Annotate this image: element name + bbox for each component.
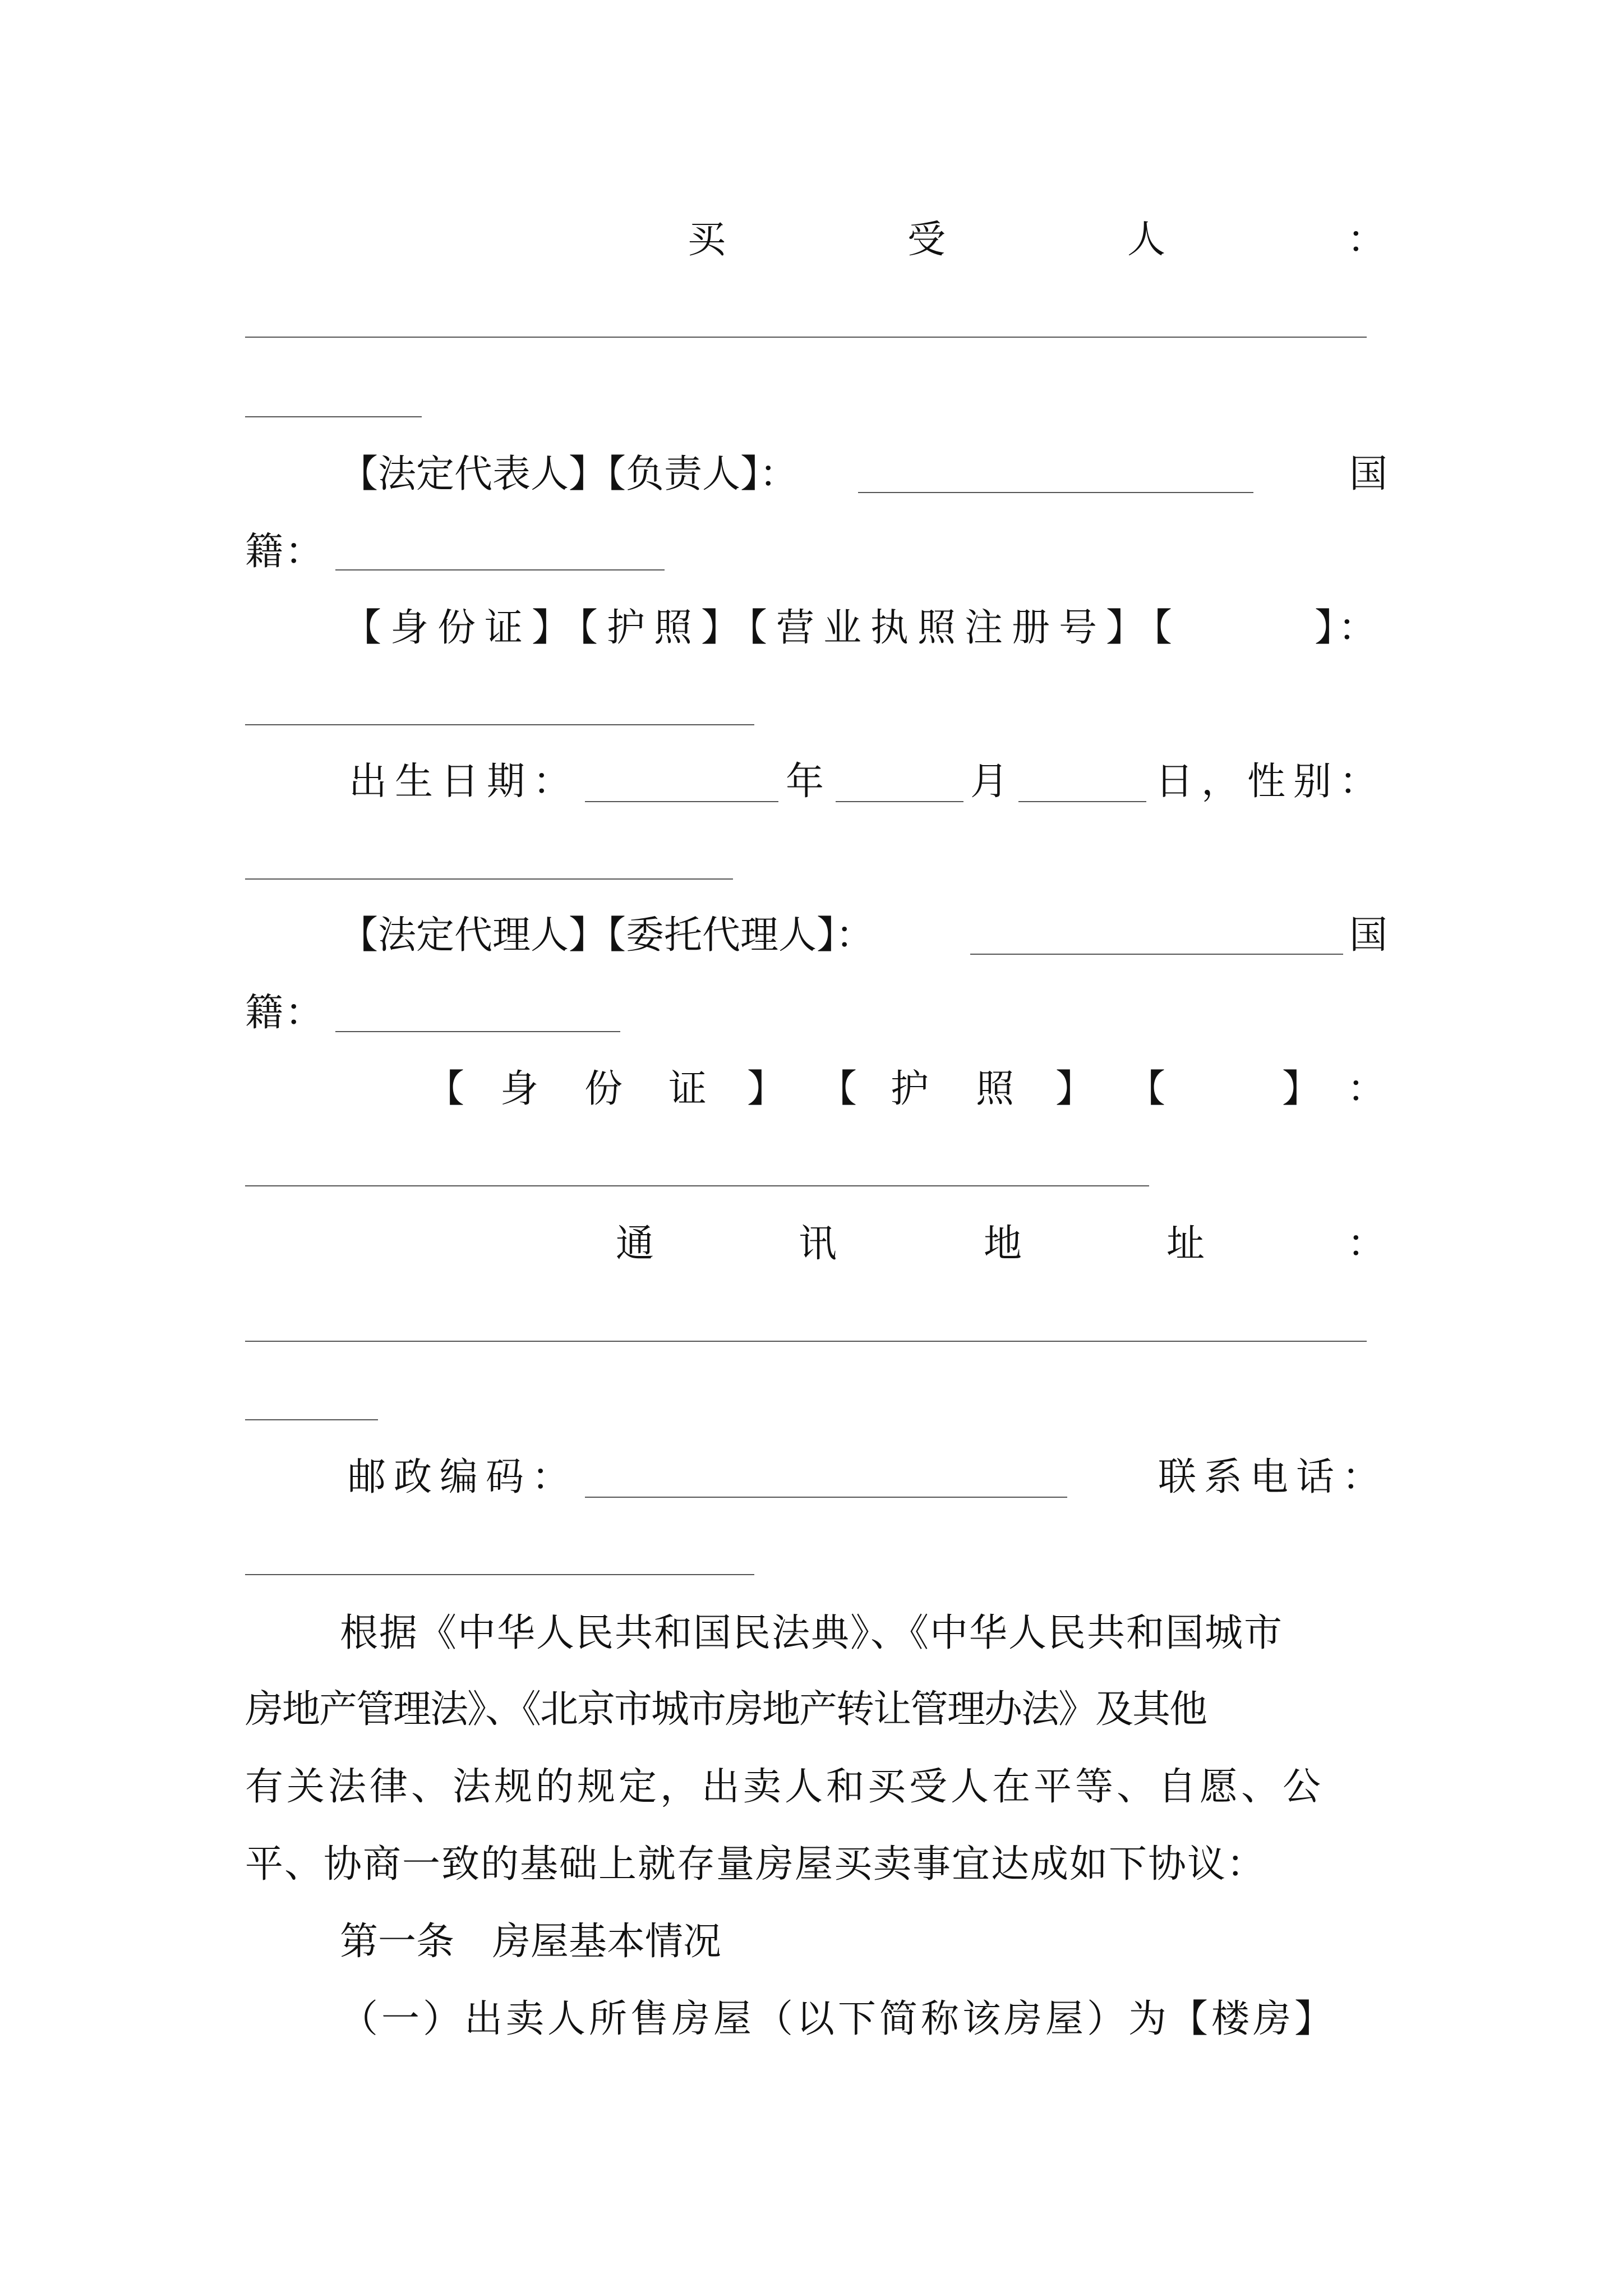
agent-blank[interactable] <box>970 954 1343 955</box>
agent-id-part-6: 【 <box>819 1067 857 1111</box>
body-line-4: 平、协商一致的基础上就存量房屋买卖事宜达成如下协议： <box>245 1842 1266 1887</box>
article-1-item-1: （一）出卖人所售房屋（以下简称该房屋）为【楼房】 <box>340 1997 1336 2041</box>
phone-label: 联系电话： <box>1158 1455 1389 1499</box>
agent-id-blank[interactable] <box>245 1185 1149 1186</box>
id-label: 【身份证】【护照】【营业执照注册号】【 <box>343 606 1182 650</box>
agent-id-part-3: 份 <box>584 1067 623 1111</box>
gender-blank[interactable] <box>245 878 733 880</box>
birth-day-gender-label: 日，性别： <box>1155 760 1386 804</box>
birth-month-label: 月 <box>970 760 1009 804</box>
buyer-colon: ： <box>1347 218 1386 262</box>
id-blank[interactable] <box>245 724 754 725</box>
agent-nationality-blank[interactable] <box>335 1031 620 1032</box>
address-char-3: 地 <box>984 1222 1022 1266</box>
agent-id-part-12: ： <box>1347 1067 1386 1111</box>
birth-year-label: 年 <box>786 760 824 804</box>
body-line-2: 房地产管理法》、《北京市城市房地产转让管理办法》及其他 <box>245 1687 1207 1732</box>
legal-rep-nationality-char2: 籍 <box>245 530 284 574</box>
agent-nationality-char1: 国 <box>1349 913 1388 958</box>
phone-blank[interactable] <box>245 1574 754 1575</box>
buyer-char-1: 买 <box>688 218 726 262</box>
legal-rep-nationality-blank[interactable] <box>335 569 665 570</box>
agent-label: 【法定代理人】【委托代理人】： <box>340 913 874 958</box>
body-line-3: 有关法律、法规的规定，出卖人和买受人在平等、自愿、公 <box>245 1765 1325 1809</box>
agent-id-part-7: 护 <box>891 1067 929 1111</box>
postal-label: 邮政编码： <box>348 1455 578 1499</box>
birth-label: 出生日期： <box>349 760 579 804</box>
buyer-char-2: 受 <box>907 218 946 262</box>
agent-id-part-2: 身 <box>500 1067 539 1111</box>
article-1-title: 第一条 房屋基本情况 <box>340 1920 722 1964</box>
buyer-name-blank[interactable] <box>245 337 1367 338</box>
agent-nationality-colon: ： <box>285 991 324 1035</box>
birth-day-blank[interactable] <box>1018 801 1146 802</box>
buyer-name-blank-cont[interactable] <box>245 416 422 417</box>
address-colon: ： <box>1347 1222 1386 1266</box>
body-line-1: 根据《中华人民共和国民法典》、《中华人民共和国城市 <box>340 1611 1284 1655</box>
address-char-2: 讯 <box>799 1222 837 1266</box>
id-close: 】： <box>1315 606 1381 650</box>
postal-blank[interactable] <box>585 1497 1067 1498</box>
address-blank-cont[interactable] <box>245 1419 378 1420</box>
agent-id-part-4: 证 <box>668 1067 707 1111</box>
legal-rep-nationality-colon: ： <box>285 530 324 574</box>
agent-id-part-8: 照 <box>976 1067 1015 1111</box>
legal-rep-label: 【法定代表人】【负责人】： <box>340 452 798 496</box>
buyer-char-3: 人 <box>1127 218 1166 262</box>
agent-id-part-5: 】 <box>747 1067 786 1111</box>
address-char-4: 址 <box>1166 1222 1205 1266</box>
agent-id-part-11: 】 <box>1282 1067 1321 1111</box>
legal-rep-nationality-char1: 国 <box>1349 452 1388 496</box>
birth-month-blank[interactable] <box>836 801 963 802</box>
agent-nationality-char2: 籍 <box>245 991 284 1035</box>
address-char-1: 通 <box>616 1222 654 1266</box>
agent-id-part-10: 【 <box>1127 1067 1166 1111</box>
address-blank[interactable] <box>245 1341 1367 1342</box>
agent-id-part-9: 】 <box>1055 1067 1094 1111</box>
agent-id-part-1: 【 <box>426 1067 465 1111</box>
legal-rep-blank[interactable] <box>858 492 1253 493</box>
birth-year-blank[interactable] <box>585 801 778 802</box>
